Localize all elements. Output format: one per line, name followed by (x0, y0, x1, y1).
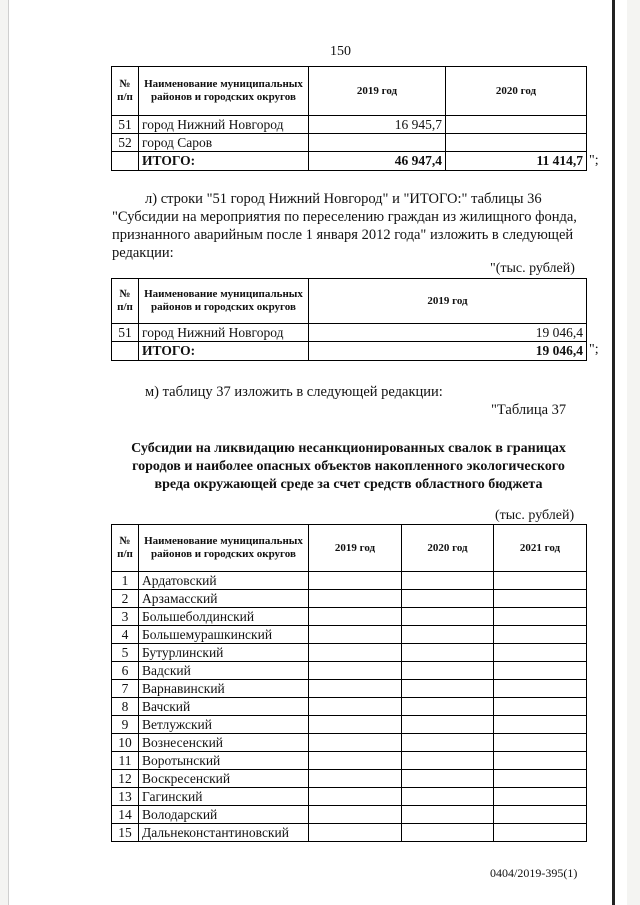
row-num: 15 (112, 824, 139, 842)
col-header-name: Наименование муниципальных районов и городских округов (139, 279, 309, 324)
row-num: 9 (112, 716, 139, 734)
table-36-continuation (111, 66, 587, 171)
row-num: 1 (112, 572, 139, 590)
row-num: 13 (112, 788, 139, 806)
row-name: Воскресенский (139, 770, 309, 788)
row-name: город Нижний Новгород (139, 116, 309, 134)
row-2020 (446, 134, 587, 152)
table-row (112, 324, 587, 342)
row-2021 (494, 734, 587, 752)
row-num: 10 (112, 734, 139, 752)
total-2020: 11 414,7 (446, 152, 587, 171)
row-2021 (494, 806, 587, 824)
col-header-num: № п/п (112, 67, 139, 116)
row-2019 (309, 698, 402, 716)
paragraph-l-line1: л) строки "51 город Нижний Новгород" и "ИТОГО:" таблицы 36 (145, 191, 542, 207)
row-2019 (309, 572, 402, 590)
table-36-replacement (111, 278, 587, 361)
row-name: Дальнеконстантиновский (139, 824, 309, 842)
row-name: Большемурашкинский (139, 626, 309, 644)
table-row (112, 806, 587, 824)
paragraph-l-line4: редакции: (112, 245, 174, 261)
table-row (112, 752, 587, 770)
row-2020 (402, 716, 494, 734)
row-2019 (309, 644, 402, 662)
row-2020 (402, 770, 494, 788)
row-2020 (402, 698, 494, 716)
table-row (112, 824, 587, 842)
row-2020 (402, 662, 494, 680)
col-header-2020: 2020 год (446, 67, 587, 116)
table-row (112, 134, 587, 152)
row-name: город Нижний Новгород (139, 324, 309, 342)
table-37-title-line3: вреда окружающей среде за счет средств областного бюджета (154, 477, 543, 492)
row-num: 8 (112, 698, 139, 716)
row-name: Вадский (139, 662, 309, 680)
row-name: Воротынский (139, 752, 309, 770)
table-row (112, 572, 587, 590)
row-name: Большеболдинский (139, 608, 309, 626)
row-name: Гагинский (139, 788, 309, 806)
row-2019 (309, 788, 402, 806)
row-2021 (494, 752, 587, 770)
row-num: 6 (112, 662, 139, 680)
page-edge (612, 0, 615, 905)
row-num: 51 (112, 116, 139, 134)
row-name: Варнавинский (139, 680, 309, 698)
row-2021 (494, 788, 587, 806)
row-num: 52 (112, 134, 139, 152)
row-name: Арзамасский (139, 590, 309, 608)
row-2019: 16 945,7 (309, 116, 446, 134)
row-2019 (309, 626, 402, 644)
row-2019 (309, 806, 402, 824)
table-37-title-line2: городов и наиболее опасных объектов накопленного экологического (132, 459, 565, 474)
table-row (112, 734, 587, 752)
row-2019 (309, 752, 402, 770)
row-2019 (309, 608, 402, 626)
row-num: 3 (112, 608, 139, 626)
row-name: Ветлужский (139, 716, 309, 734)
row-2020 (402, 590, 494, 608)
unit-label: "(тыс. рублей) (490, 261, 575, 276)
table-row (112, 662, 587, 680)
row-2020 (402, 752, 494, 770)
row-2021 (494, 698, 587, 716)
row-2021 (494, 824, 587, 842)
table-row (112, 788, 587, 806)
row-2021 (494, 716, 587, 734)
row-2020 (402, 608, 494, 626)
table-37-label: "Таблица 37 (491, 402, 567, 418)
col-header-name: Наименование муниципальных районов и городских округов (139, 525, 309, 572)
row-2020 (402, 680, 494, 698)
row-2019: 19 046,4 (309, 324, 587, 342)
table-close-quote: "; (589, 342, 599, 357)
table-row (112, 644, 587, 662)
col-header-2020: 2020 год (402, 525, 494, 572)
table-row (112, 680, 587, 698)
row-num: 12 (112, 770, 139, 788)
row-num: 51 (112, 324, 139, 342)
total-row (112, 152, 587, 171)
total-label: ИТОГО: (139, 152, 309, 171)
col-header-num: № п/п (112, 525, 139, 572)
row-num: 2 (112, 590, 139, 608)
col-header-name: Наименование муниципальных районов и городских округов (139, 67, 309, 116)
row-2020 (402, 734, 494, 752)
row-2020 (402, 572, 494, 590)
row-2019 (309, 716, 402, 734)
page-number: 150 (330, 44, 351, 59)
row-2019 (309, 734, 402, 752)
table-row (112, 626, 587, 644)
table-row (112, 770, 587, 788)
row-num: 4 (112, 626, 139, 644)
document-code: 0404/2019-395(1) (490, 866, 578, 880)
row-2021 (494, 590, 587, 608)
row-2021 (494, 662, 587, 680)
col-header-2019: 2019 год (309, 279, 587, 324)
col-header-num: № п/п (112, 279, 139, 324)
table-row (112, 608, 587, 626)
row-2019 (309, 662, 402, 680)
col-header-2021: 2021 год (494, 525, 587, 572)
row-name: Володарский (139, 806, 309, 824)
total-2019: 19 046,4 (309, 342, 587, 361)
row-num: 7 (112, 680, 139, 698)
row-2021 (494, 626, 587, 644)
row-2020 (402, 824, 494, 842)
paragraph-l-line2: "Субсидии на мероприятия по переселению граждан из жилищного фонда, (112, 209, 577, 225)
row-2021 (494, 608, 587, 626)
table-row (112, 716, 587, 734)
row-2020 (402, 806, 494, 824)
paragraph-l-line3: признанного аварийным после 1 января 2012 года" изложить в следующей (112, 227, 574, 243)
table-37 (111, 524, 587, 842)
total-row (112, 342, 587, 361)
row-num: 11 (112, 752, 139, 770)
row-2021 (494, 770, 587, 788)
table-row (112, 590, 587, 608)
unit-label: (тыс. рублей) (495, 508, 575, 523)
row-2019 (309, 680, 402, 698)
row-2019 (309, 770, 402, 788)
row-2021 (494, 680, 587, 698)
row-name: Ардатовский (139, 572, 309, 590)
table-close-quote: "; (589, 153, 599, 168)
row-2019 (309, 134, 446, 152)
total-2019: 46 947,4 (309, 152, 446, 171)
row-2020 (402, 626, 494, 644)
table-row (112, 116, 587, 134)
total-label: ИТОГО: (139, 342, 309, 361)
table-37-title-line1: Субсидии на ликвидацию несанкционированных свалок в границах (131, 441, 566, 456)
row-2020 (402, 644, 494, 662)
table-row (112, 698, 587, 716)
row-num: 5 (112, 644, 139, 662)
row-2021 (494, 644, 587, 662)
row-name: Вознесенский (139, 734, 309, 752)
row-name: город Саров (139, 134, 309, 152)
row-name: Вачский (139, 698, 309, 716)
row-2021 (494, 572, 587, 590)
row-num: 14 (112, 806, 139, 824)
row-2019 (309, 590, 402, 608)
row-name: Бутурлинский (139, 644, 309, 662)
row-2020 (402, 788, 494, 806)
col-header-2019: 2019 год (309, 67, 446, 116)
row-2019 (309, 824, 402, 842)
col-header-2019: 2019 год (309, 525, 402, 572)
row-2020 (446, 116, 587, 134)
paragraph-m: м) таблицу 37 изложить в следующей редакции: (145, 384, 443, 400)
